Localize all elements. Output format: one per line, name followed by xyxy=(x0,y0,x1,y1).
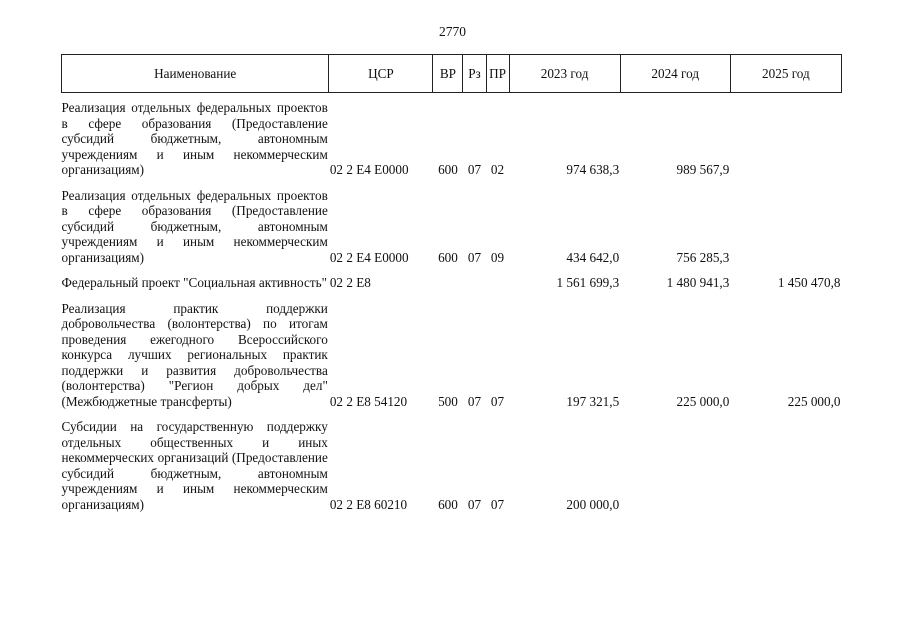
row-2024: 989 567,9 xyxy=(676,162,730,177)
row-2025: 225 000,0 xyxy=(787,393,841,409)
header-2024: 2024 год xyxy=(620,55,730,93)
row-2024: 1 480 941,3 xyxy=(666,275,730,290)
row-pr: 09 xyxy=(490,249,505,265)
row-vr xyxy=(433,265,463,291)
header-vr: ВР xyxy=(433,55,463,93)
row-2025 xyxy=(730,178,841,266)
row-2024: 756 285,3 xyxy=(676,249,730,265)
row-rz: 07 xyxy=(467,496,482,512)
table-row xyxy=(62,409,842,512)
row-vr: 600 xyxy=(438,249,458,265)
header-2023: 2023 год xyxy=(509,55,620,93)
row-name: Реализация отдельных федеральных проектов в сфере образования (Предоставление субсидий бюджетным, автономным учреждениям и иным некоммерческим организациям) xyxy=(61,187,328,265)
header-pr: ПР xyxy=(486,55,509,93)
budget-table xyxy=(61,54,842,512)
header-name: Наименование xyxy=(62,55,329,93)
row-csr: 02 2 E8 54120 xyxy=(329,393,408,409)
row-name: Субсидии на государственную поддержку отдельных общественных и иных некоммерческих организаций (Предоставление субсидий бюджетным, автономным учреждениям и иным некоммерческим организациям) xyxy=(61,419,328,512)
row-vr: 600 xyxy=(438,162,458,177)
row-2023: 974 638,3 xyxy=(566,162,620,177)
row-rz: 07 xyxy=(467,393,482,409)
table-row xyxy=(62,178,842,266)
row-rz: 07 xyxy=(467,249,482,265)
row-2025: 1 450 470,8 xyxy=(777,275,841,290)
row-2023: 434 642,0 xyxy=(566,249,620,265)
row-vr: 600 xyxy=(438,496,458,512)
row-pr: 07 xyxy=(490,393,505,409)
header-rz: Рз xyxy=(463,55,486,93)
row-name: Федеральный проект "Социальная активность" xyxy=(61,275,327,290)
row-pr: 07 xyxy=(490,496,505,512)
row-csr: 02 2 E8 60210 xyxy=(329,496,408,512)
row-name: Реализация отдельных федеральных проектов в сфере образования (Предоставление субсидий бюджетным, автономным учреждениям и иным некоммерческим организациям) xyxy=(61,100,328,177)
row-2023: 200 000,0 xyxy=(566,496,620,512)
row-2025 xyxy=(730,409,841,512)
row-vr: 500 xyxy=(438,393,458,409)
row-pr xyxy=(486,265,509,291)
table-header xyxy=(62,55,842,93)
page-number: 2770 xyxy=(439,24,466,39)
row-2024 xyxy=(620,409,730,512)
row-csr: 02 2 E8 xyxy=(329,275,371,290)
row-2024: 225 000,0 xyxy=(676,393,730,409)
row-2023: 1 561 699,3 xyxy=(556,275,620,290)
table-row xyxy=(62,265,842,291)
row-name: Реализация практик поддержки добровольчества (волонтерства) по итогам проведения ежегодного Всероссийского конкурса лучших региональных практик поддержки и развития добровольчества (волонтерства) "Регион добрых дел" (Межбюджетные трансферты) xyxy=(61,300,328,409)
row-csr: 02 2 E4 E0000 xyxy=(329,249,409,265)
row-pr: 02 xyxy=(490,162,505,177)
header-2025: 2025 год xyxy=(730,55,841,93)
table-row xyxy=(62,291,842,410)
header-csr: ЦСР xyxy=(329,55,433,93)
row-csr: 02 2 E4 E0000 xyxy=(329,162,409,177)
row-rz xyxy=(463,265,486,291)
table-row xyxy=(62,93,842,178)
table-body xyxy=(62,93,842,513)
row-rz: 07 xyxy=(467,162,482,177)
row-2023: 197 321,5 xyxy=(566,393,620,409)
row-2025 xyxy=(730,93,841,178)
